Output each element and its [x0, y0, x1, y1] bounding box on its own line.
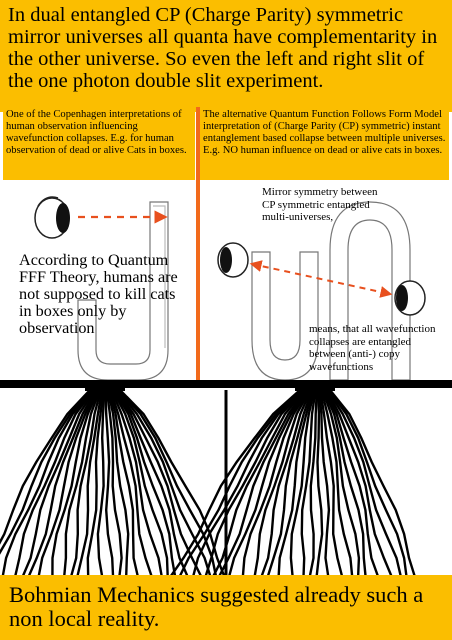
entanglement-arrow: [252, 264, 390, 294]
right-top-caption: Mirror symmetry between CP symmetric entangled multi-universes,: [262, 186, 378, 223]
right-column-text: The alternative Quantum Function Follows Form Model interpretation of (Charge Parity (CP) symmetric) instant entanglement based collapse between multiple universes. E.g. NO human influence on dead or alive cats in boxes.: [203, 109, 446, 156]
left-caption: According to Quantum FFF Theory, humans are not supposed to kill cats in boxes only by observation: [19, 251, 178, 337]
column-divider: [196, 107, 200, 382]
trajectories-svg: [0, 380, 452, 580]
top-banner: [0, 0, 452, 112]
bottom-banner: [0, 575, 452, 640]
bohmian-trajectories: [0, 380, 452, 580]
eye-icon: [218, 243, 248, 277]
eye-icon: [395, 281, 425, 315]
right-column-header: [200, 107, 449, 180]
bottom-banner-text: Bohmian Mechanics suggested already such a non local reality.: [9, 582, 424, 631]
left-column-text: One of the Copenhagen interpretations of human observation influencing wavefunction collapses. E.g. for human observation of dead or alive Cats in boxes.: [6, 109, 187, 156]
eye-icon: [35, 197, 70, 238]
trajectory-line: [2, 390, 93, 580]
left-column-header: [3, 107, 195, 180]
top-banner-text: In dual entangled CP (Charge Parity) symmetric mirror universes all quanta have complementarity in the other universe. So even the left and right slit of the one photon double slit experiment.: [8, 4, 438, 92]
barrier: [0, 380, 452, 388]
right-bottom-caption: means, that all wavefunction collapses are entangled between (anti-) copy wavefunctions: [309, 323, 436, 373]
